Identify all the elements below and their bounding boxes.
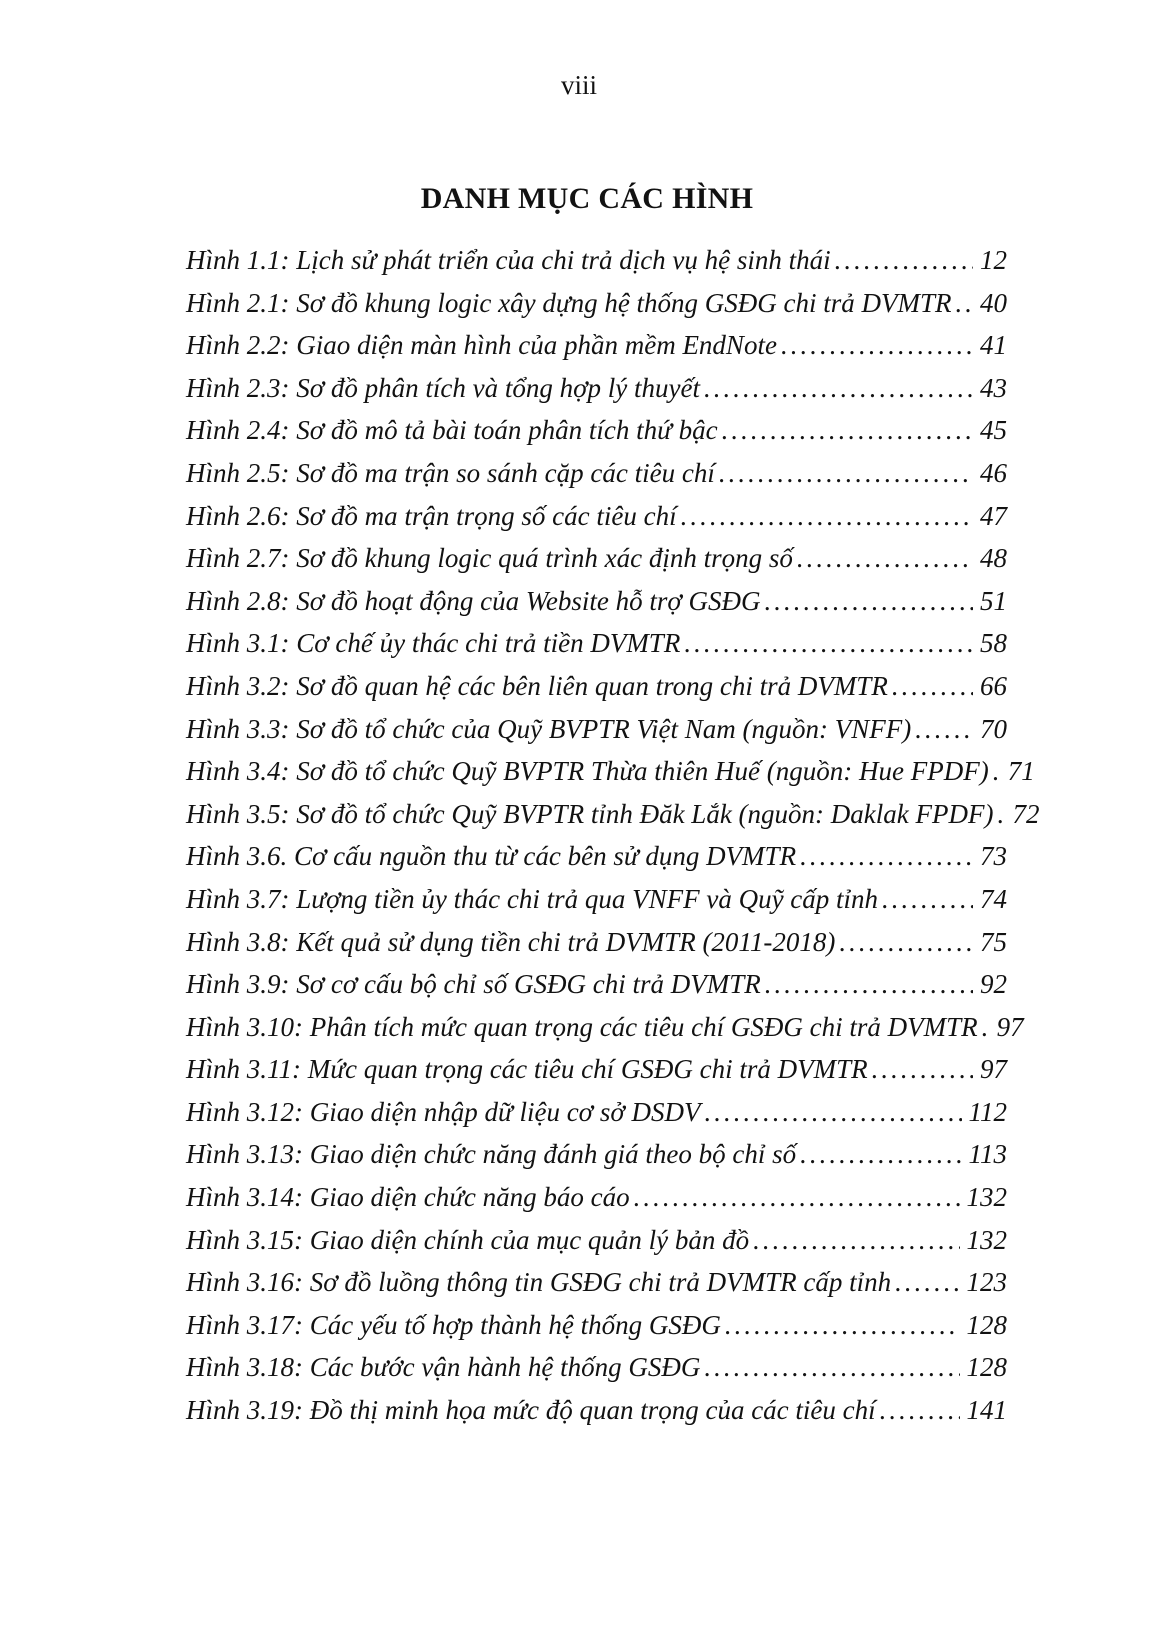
figure-page-number: 73: [980, 841, 1007, 872]
dot-leader: [704, 1346, 959, 1389]
toc-entry: [186, 963, 1007, 1006]
figure-page-number: 45: [980, 415, 1007, 446]
figure-page-number: 43: [980, 372, 1007, 403]
figure-caption: Hình 2.8: Sơ đồ hoạt động của Website hỗ trợ GSĐG: [186, 585, 761, 616]
figure-caption: Hình 2.5: Sơ đồ ma trận so sánh cặp các tiêu chí: [186, 457, 715, 488]
figure-page-number: 97: [980, 1054, 1007, 1085]
figure-caption: Hình 3.1: Cơ chế ủy thác chi trả tiền DVMTR: [186, 628, 681, 659]
figure-page-number: 113: [968, 1139, 1007, 1170]
figure-page-number: 97: [996, 1011, 1024, 1042]
dot-leader: [705, 1091, 962, 1134]
figure-page-number: 48: [980, 543, 1007, 574]
toc-entry: [186, 409, 1007, 452]
figure-caption: Hình 3.2: Sơ đồ quan hệ các bên liên quan trong chi trả DVMTR: [186, 670, 888, 701]
figure-page-number: 75: [980, 926, 1007, 957]
toc-entry: [186, 1261, 1007, 1304]
toc-entry: [186, 1219, 1007, 1262]
folio-page-number: viii: [560, 70, 597, 100]
figure-caption: Hình 3.7: Lượng tiền ủy thác chi trả qua VNFF và Quỹ cấp tỉnh: [186, 883, 879, 914]
toc-entry: [186, 495, 1007, 538]
toc-entry: [186, 835, 1007, 878]
dot-leader: [880, 1389, 960, 1432]
dot-leader: [956, 282, 973, 325]
dot-leader: [753, 1219, 959, 1262]
dot-leader: [800, 1133, 961, 1176]
figure-caption: Hình 2.3: Sơ đồ phân tích và tổng hợp lý thuyết: [186, 372, 700, 403]
figure-page-number: 66: [980, 670, 1007, 701]
figure-page-number: 123: [966, 1267, 1007, 1298]
toc-entry: [186, 324, 1007, 367]
figure-page-number: 141: [966, 1395, 1007, 1426]
dot-leader: [681, 495, 973, 538]
toc-entry: [186, 793, 1040, 836]
toc-entry: [186, 452, 1007, 495]
figure-page-number: 41: [980, 330, 1007, 361]
toc-entry: [186, 750, 1035, 793]
figure-caption: Hình 3.16: Sơ đồ luồng thông tin GSĐG chi trả DVMTR cấp tỉnh: [186, 1267, 892, 1298]
dot-leader: [895, 1261, 959, 1304]
figure-caption: Hình 2.7: Sơ đồ khung logic quá trình xác định trọng số: [186, 543, 793, 574]
figure-page-number: 71: [1007, 756, 1035, 787]
toc-entry: [186, 537, 1007, 580]
dot-leader: [882, 878, 973, 921]
dot-leader: [915, 708, 973, 751]
dot-leader: [892, 665, 973, 708]
figure-caption: Hình 3.13: Giao diện chức năng đánh giá theo bộ chỉ số: [186, 1139, 797, 1170]
dot-leader: [839, 921, 973, 964]
dot-leader: [835, 239, 973, 282]
figure-caption: Hình 3.14: Giao diện chức năng báo cáo: [186, 1182, 630, 1213]
figure-caption: Hình 3.8: Kết quả sử dụng tiền chi trả DVMTR (2011-2018): [186, 926, 836, 957]
dot-leader: [765, 580, 973, 623]
dot-leader: [800, 835, 973, 878]
figure-caption: Hình 3.9: Sơ cơ cấu bộ chỉ số GSĐG chi trả DVMTR: [186, 969, 761, 1000]
toc-entry: [186, 282, 1007, 325]
figure-page-number: 51: [980, 585, 1007, 616]
figure-page-number: 58: [980, 628, 1007, 659]
figure-page-number: 128: [966, 1352, 1007, 1383]
toc-entry: [186, 1006, 1024, 1049]
figure-page-number: 72: [1012, 798, 1040, 829]
figure-caption: Hình 1.1: Lịch sử phát triển của chi trả dịch vụ hệ sinh thái: [186, 245, 831, 275]
toc-entry: [186, 1133, 1007, 1176]
toc-entry: [186, 708, 1007, 751]
toc-entry: [186, 367, 1007, 410]
toc-entry: [186, 1176, 1007, 1219]
toc-entry: [186, 1048, 1007, 1091]
figure-caption: Hình 2.2: Giao diện màn hình của phần mềm EndNote: [186, 330, 777, 361]
figure-page-number: 40: [980, 287, 1007, 318]
figure-page-number: 74: [980, 883, 1007, 914]
toc-entry: [186, 580, 1007, 623]
figure-page-number: 132: [966, 1182, 1007, 1213]
figure-page-number: 128: [966, 1309, 1007, 1340]
dot-leader: [634, 1176, 960, 1219]
dot-leader: [719, 452, 973, 495]
dot-leader: [781, 324, 973, 367]
figure-caption: Hình 3.19: Đồ thị minh họa mức độ quan trọng của các tiêu chí: [186, 1395, 876, 1426]
figure-caption: Hình 3.5: Sơ đồ tổ chức Quỹ BVPTR tỉnh Đăk Lắk (nguồn: Daklak FPDF): [186, 798, 994, 829]
figure-caption: Hình 3.11: Mức quan trọng các tiêu chí GSĐG chi trả DVMTR: [186, 1054, 868, 1085]
dot-leader: [982, 1006, 990, 1049]
figure-page-number: 70: [980, 713, 1007, 744]
figure-page-number: 132: [966, 1224, 1007, 1255]
toc-entry: [186, 239, 1007, 282]
dot-leader: [765, 963, 973, 1006]
figure-page-number: 47: [980, 500, 1007, 531]
figure-caption: Hình 3.12: Giao diện nhập dữ liệu cơ sở DSDV: [186, 1096, 701, 1127]
figure-caption: Hình 2.1: Sơ đồ khung logic xây dựng hệ thống GSĐG chi trả DVMTR: [186, 287, 952, 318]
page-title: DANH MỤC CÁC HÌNH: [420, 182, 754, 215]
dot-leader: [704, 367, 973, 410]
figure-page-number: 12: [980, 245, 1007, 275]
dot-leader: [997, 793, 1005, 836]
figure-page-number: 112: [968, 1096, 1007, 1127]
toc-entry: [186, 1389, 1007, 1432]
dot-leader: [797, 537, 973, 580]
toc-entry: [186, 665, 1007, 708]
figure-caption: Hình 3.18: Các bước vận hành hệ thống GSĐG: [186, 1352, 701, 1383]
dot-leader: [684, 622, 973, 665]
dot-leader: [993, 750, 1001, 793]
figure-caption: Hình 3.6. Cơ cấu nguồn thu từ các bên sử dụng DVMTR: [186, 841, 797, 872]
figure-caption: Hình 3.4: Sơ đồ tổ chức Quỹ BVPTR Thừa thiên Huế (nguồn: Hue FPDF): [186, 756, 989, 787]
toc-entry: [186, 878, 1007, 921]
toc-entry: [186, 622, 1007, 665]
figure-caption: Hình 2.4: Sơ đồ mô tả bài toán phân tích thứ bậc: [186, 415, 718, 446]
toc-entry: [186, 1346, 1007, 1389]
figure-page-number: 46: [980, 457, 1007, 488]
toc-entry: [186, 1304, 1007, 1347]
figure-list: [186, 239, 1040, 1432]
figure-caption: Hình 2.6: Sơ đồ ma trận trọng số các tiêu chí: [186, 500, 677, 531]
figure-caption: Hình 3.3: Sơ đồ tổ chức của Quỹ BVPTR Việt Nam (nguồn: VNFF): [186, 713, 912, 744]
toc-entry: [186, 1091, 1007, 1134]
figure-caption: Hình 3.10: Phân tích mức quan trọng các tiêu chí GSĐG chi trả DVMTR: [186, 1011, 978, 1042]
toc-entry: [186, 921, 1007, 964]
dot-leader: [872, 1048, 973, 1091]
figure-page-number: 92: [980, 969, 1007, 1000]
dot-leader: [722, 409, 973, 452]
figure-caption: Hình 3.17: Các yếu tố hợp thành hệ thống GSĐG: [186, 1309, 721, 1340]
figure-caption: Hình 3.15: Giao diện chính của mục quản lý bản đồ: [186, 1224, 750, 1255]
dot-leader: [725, 1304, 960, 1347]
